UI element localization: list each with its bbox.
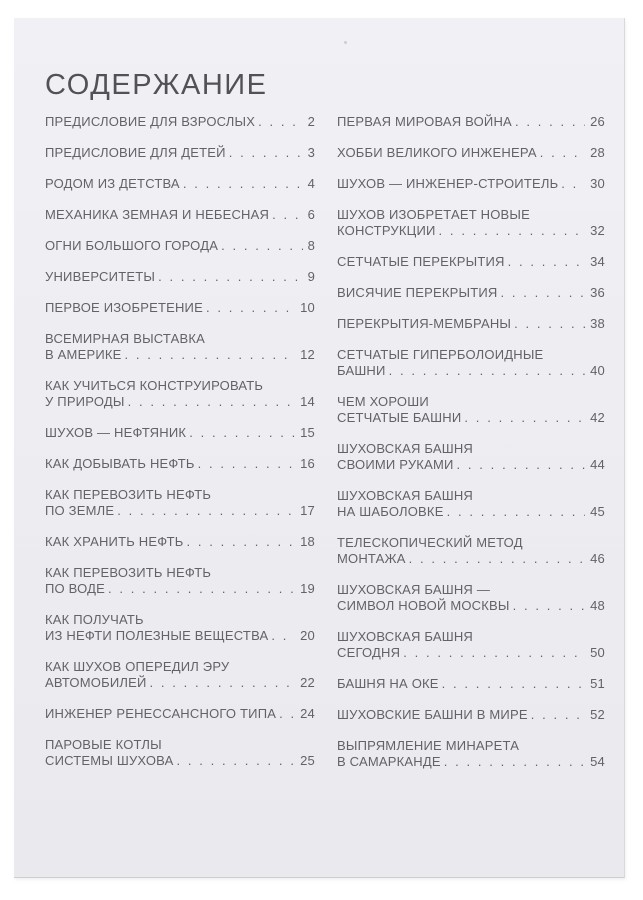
page-title: СОДЕРЖАНИЕ [45,69,268,101]
toc-page-number: 40 [590,363,605,378]
toc-entry-line [337,707,605,723]
toc-page-number: 28 [590,145,605,160]
toc-entry [337,582,605,614]
toc-entry-line [337,285,605,301]
toc-entry [45,238,315,254]
toc-page-number: 16 [300,456,315,471]
dot-leader [221,238,302,254]
toc-entry-title: ПО ЗЕМЛЕ [45,503,115,518]
toc-entry-line [45,269,315,285]
toc-entry [45,176,315,192]
toc-entry-title: СИСТЕМЫ ШУХОВА [45,753,174,768]
toc-entry-line [337,754,605,770]
toc-entry-line [45,503,315,519]
toc-entry-title: ПЕРВАЯ МИРОВАЯ ВОЙНА [337,114,512,129]
toc-entry-line [45,207,315,223]
toc-entry-line [337,598,605,614]
toc-entry-title: ЧЕМ ХОРОШИ [337,394,429,409]
toc-page-number: 46 [590,551,605,566]
toc-entry-title: СИМВОЛ НОВОЙ МОСКВЫ [337,598,510,613]
toc-entry-title: БАШНИ [337,363,386,378]
toc-entry [45,425,315,441]
toc-entry-line [337,535,605,551]
toc-entry-title: ВИСЯЧИЕ ПЕРЕКРЫТИЯ [337,285,498,300]
toc-entry-title: ПЕРЕКРЫТИЯ-МЕМБРАНЫ [337,316,512,331]
toc-entry-title: КАК ШУХОВ ОПЕРЕДИЛ ЭРУ [45,659,230,674]
toc-entry [337,347,605,379]
dot-leader [117,503,295,519]
dot-leader [561,176,585,192]
toc-page-number: 17 [300,503,315,518]
toc-entry-title: СЕТЧАТЫЕ ГИПЕРБОЛОИДНЫЕ [337,347,544,362]
dot-leader [442,676,585,692]
toc-entry-title: КАК УЧИТЬСЯ КОНСТРУИРОВАТЬ [45,378,264,393]
toc-page-number: 6 [307,207,315,222]
toc-entry [45,487,315,519]
toc-entry-line [45,300,315,316]
toc-page-number: 18 [300,534,315,549]
toc-entry-line [45,331,315,347]
toc-entry-line [45,394,315,410]
toc-column-right [337,114,605,785]
toc-entry-line [337,551,605,567]
toc-entry [337,676,605,692]
toc-entry-line [337,645,605,661]
toc-entry [45,300,315,316]
toc-entry-line [337,114,605,130]
toc-entry-title: РОДОМ ИЗ ДЕТСТВА [45,176,180,191]
toc-entry-title: ВСЕМИРНАЯ ВЫСТАВКА [45,331,206,346]
toc-page-number: 45 [590,504,605,519]
toc-entry-line [45,706,315,722]
toc-page-number: 3 [307,145,315,160]
dot-leader [515,114,585,130]
toc-entry-line [337,410,605,426]
toc-entry-title: БАШНЯ НА ОКЕ [337,676,439,691]
toc-entry-title: НА ШАБОЛОВКЕ [337,504,444,519]
toc-entry-line [337,347,605,363]
dot-leader [150,675,296,691]
dot-leader [229,145,303,161]
toc-entry-title: ВЫПРЯМЛЕНИЕ МИНАРЕТА [337,738,520,753]
toc-entry-line [337,457,605,473]
dot-leader [439,223,586,239]
toc-entry-title: КАК ПЕРЕВОЗИТЬ НЕФТЬ [45,487,212,502]
toc-entry-line [337,441,605,457]
toc-page-number: 36 [590,285,605,300]
toc-column-left [45,114,315,785]
toc-entry-line [337,394,605,410]
toc-entry-title: ШУХОВСКИЕ БАШНИ В МИРЕ [337,707,528,722]
toc-page-number: 42 [590,410,605,425]
toc-entry-line [45,378,315,394]
toc-entry-title: В АМЕРИКЕ [45,347,122,362]
toc-entry-title: КАК ПОЛУЧАТЬ [45,612,144,627]
toc-page-number: 2 [307,114,315,129]
toc-entry-line [45,612,315,628]
toc-entry-title: ХОББИ ВЕЛИКОГО ИНЖЕНЕРА [337,145,537,160]
toc-page-number: 12 [300,347,315,362]
dot-leader [540,145,585,161]
toc-entry-line [45,456,315,472]
dot-leader [108,581,295,597]
toc-entry [45,706,315,722]
toc-page-number: 32 [590,223,605,238]
toc-entry-line [45,753,315,769]
toc-entry-title: СЕТЧАТЫЕ ПЕРЕКРЫТИЯ [337,254,505,269]
toc-entry [337,535,605,567]
dot-leader [183,176,303,192]
toc-entry-line [337,207,605,223]
toc-page-number: 10 [300,300,315,315]
toc-page-number: 24 [300,706,315,721]
toc-entry [45,331,315,363]
toc-page-number: 14 [300,394,315,409]
toc-entry-line [337,223,605,239]
toc-entry-line [45,114,315,130]
toc-entry-line [45,176,315,192]
dot-leader [531,707,585,723]
toc-entry-line [337,676,605,692]
toc-entry-title: КАК ХРАНИТЬ НЕФТЬ [45,534,184,549]
toc-entry-title: ПЕРВОЕ ИЗОБРЕТЕНИЕ [45,300,203,315]
toc-entry [45,378,315,410]
toc-entry-title: ОГНИ БОЛЬШОГО ГОРОДА [45,238,219,253]
toc-entry-title: ПО ВОДЕ [45,581,106,596]
toc-entry [337,316,605,332]
toc-page-number: 9 [307,269,315,284]
toc-entry-title: СВОИМИ РУКАМИ [337,457,454,472]
toc-entry [45,207,315,223]
toc-entry-line [337,254,605,270]
toc-entry [45,269,315,285]
toc-entry [337,394,605,426]
toc-entry [337,488,605,520]
dot-leader [271,628,295,644]
toc-page-number: 50 [590,645,605,660]
toc-entry-line [45,238,315,254]
dot-leader [409,551,586,567]
toc-entry-title: У ПРИРОДЫ [45,394,125,409]
toc-entry-title: ИНЖЕНЕР РЕНЕССАНСНОГО ТИПА [45,706,277,721]
dot-leader [464,410,585,426]
toc-entry-line [45,675,315,691]
toc-entry-title: ИЗ НЕФТИ ПОЛЕЗНЫЕ ВЕЩЕСТВА [45,628,269,643]
toc-entry-line [45,737,315,753]
toc-page-number: 44 [590,457,605,472]
dot-leader [513,598,586,614]
toc-entry-title: ПРЕДИСЛОВИЕ ДЛЯ ДЕТЕЙ [45,145,226,160]
toc-entry-line [45,565,315,581]
toc-page-number: 30 [590,176,605,191]
toc-entry [45,565,315,597]
toc-entry [337,285,605,301]
dot-leader [176,753,295,769]
toc-page-number: 20 [300,628,315,643]
toc-page-number: 4 [307,176,315,191]
toc-entry [337,629,605,661]
toc-page-number: 19 [300,581,315,596]
toc-entry-title: В САМАРКАНДЕ [337,754,441,769]
dot-leader [444,754,585,770]
toc-page-number: 51 [590,676,605,691]
dot-leader [186,534,295,550]
toc-entry-title: СЕТЧАТЫЕ БАШНИ [337,410,462,425]
toc-entry-title: МЕХАНИКА ЗЕМНАЯ И НЕБЕСНАЯ [45,207,270,222]
toc-entry-title: ШУХОВСКАЯ БАШНЯ [337,441,474,456]
toc-page-number: 25 [300,753,315,768]
toc-entry-line [337,176,605,192]
dot-leader [198,456,295,472]
dot-leader [447,504,586,520]
dot-leader [189,425,295,441]
toc-page-number: 26 [590,114,605,129]
toc-entry-line [45,145,315,161]
toc-page-number: 52 [590,707,605,722]
toc-entry-line [337,488,605,504]
toc-entry [45,534,315,550]
toc-entry-title: ТЕЛЕСКОПИЧЕСКИЙ МЕТОД [337,535,523,550]
toc-entry [45,659,315,691]
toc-entry-line [45,628,315,644]
toc-entry [337,441,605,473]
toc-page-number: 8 [307,238,315,253]
dot-leader [258,114,302,130]
toc-entry-title: КАК ДОБЫВАТЬ НЕФТЬ [45,456,195,471]
toc-entry-title: КОНСТРУКЦИИ [337,223,436,238]
toc-columns [45,114,604,785]
toc-entry [337,707,605,723]
dot-leader [206,300,295,316]
toc-entry-line [337,738,605,754]
toc-entry-title: КАК ПЕРЕВОЗИТЬ НЕФТЬ [45,565,212,580]
toc-entry [337,145,605,161]
dot-leader [403,645,585,661]
toc-page-number: 15 [300,425,315,440]
toc-entry [337,176,605,192]
dot-leader [158,269,303,285]
toc-entry [45,612,315,644]
toc-entry [337,254,605,270]
toc-entry-title: МОНТАЖА [337,551,406,566]
toc-entry [45,145,315,161]
toc-entry [337,738,605,770]
dot-leader [508,254,585,270]
toc-page-number: 22 [300,675,315,690]
dot-leader [125,347,296,363]
dot-leader [500,285,585,301]
toc-entry-line [45,425,315,441]
toc-entry-title: ПАРОВЫЕ КОТЛЫ [45,737,162,752]
toc-entry-line [45,487,315,503]
toc-entry-line [337,363,605,379]
toc-page-number: 34 [590,254,605,269]
scan-speck [344,41,347,44]
dot-leader [457,457,586,473]
toc-entry [45,737,315,769]
toc-entry-line [45,659,315,675]
toc-entry-title: ШУХОВСКАЯ БАШНЯ [337,488,474,503]
toc-entry-title: АВТОМОБИЛЕЙ [45,675,147,690]
dot-leader [279,706,295,722]
toc-entry-line [337,145,605,161]
toc-entry-line [45,534,315,550]
toc-entry-line [45,347,315,363]
toc-page-number: 48 [590,598,605,613]
toc-entry-title: ПРЕДИСЛОВИЕ ДЛЯ ВЗРОСЛЫХ [45,114,256,129]
toc-page-number: 54 [590,754,605,769]
toc-entry-line [45,581,315,597]
toc-entry-line [337,316,605,332]
toc-page-number: 38 [590,316,605,331]
dot-leader [389,363,586,379]
toc-entry-title: ШУХОВСКАЯ БАШНЯ [337,629,474,644]
toc-entry-title: УНИВЕРСИТЕТЫ [45,269,156,284]
toc-entry [337,207,605,239]
toc-entry [45,114,315,130]
toc-entry-title: ШУХОВ ИЗОБРЕТАЕТ НОВЫЕ [337,207,530,222]
toc-entry [45,456,315,472]
toc-entry [337,114,605,130]
dot-leader [272,207,302,223]
toc-entry-line [337,504,605,520]
toc-entry-title: СЕГОДНЯ [337,645,401,660]
book-page [14,18,625,878]
dot-leader [128,394,296,410]
toc-entry-title: ШУХОВ — НЕФТЯНИК [45,425,187,440]
toc-entry-title: ШУХОВ — ИНЖЕНЕР-СТРОИТЕЛЬ [337,176,559,191]
toc-entry-line [337,629,605,645]
dot-leader [514,316,585,332]
toc-entry-line [337,582,605,598]
toc-entry-title: ШУХОВСКАЯ БАШНЯ — [337,582,491,597]
